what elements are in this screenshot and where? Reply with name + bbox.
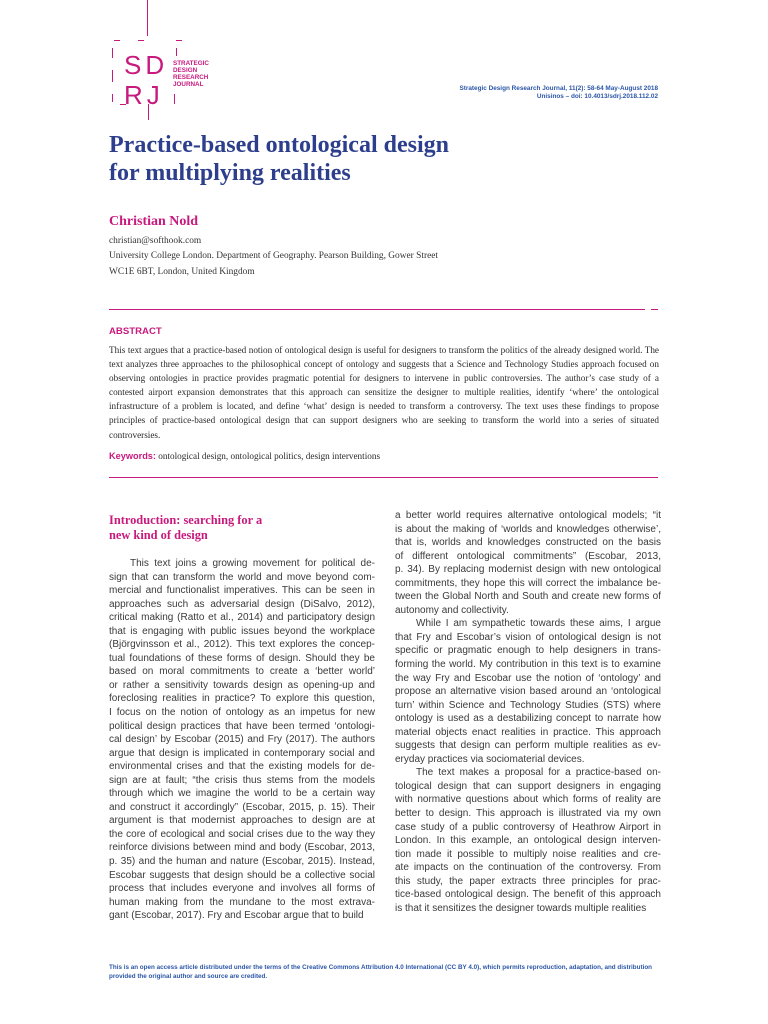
body-column-left bbox=[109, 557, 375, 923]
article-title bbox=[109, 131, 629, 187]
body-text-line: this study, the paper extracts three principles for prac- bbox=[395, 875, 661, 887]
body-text-line: p. 35) and the human and nature (Escobar, 2015). Instead, bbox=[109, 856, 375, 868]
divider bbox=[109, 309, 645, 310]
body-text-line: London. In this example, an ontological design interven- bbox=[395, 835, 661, 847]
body-text-line: material objects enact realities in practice. This approach bbox=[395, 726, 661, 738]
body-text-line: sign are at fault; “the crisis thus stems from the models bbox=[109, 774, 375, 786]
body-text-line: While I am sympathetic towards these aims, I argue bbox=[416, 618, 661, 630]
author-email[interactable]: christian@softhook.com bbox=[109, 236, 202, 246]
body-text-line: forming the world. My contribution in this text is to examine bbox=[395, 659, 661, 671]
abstract-heading: ABSTRACT bbox=[109, 326, 162, 337]
body-text-line: The text makes a proposal for a practice-based on- bbox=[416, 767, 661, 779]
body-text-line: and construct it accordingly” (Escobar, 2015, p. 15). Their bbox=[109, 801, 375, 813]
abstract-text: This text argues that a practice-based notion of ontological design is useful for designers to transform the politics of the already designed world. The text analyzes three approaches to the philosophical concept of ontology and suggests that a Science and Technology Studies approach focused on observing ontologies in practice provides pragmatic potential for designers to intervene in public controversies. The author’s case study of a contested airport expansion demonstrates that this approach can sensitize the designer to multiple realities, identify ‘where’ the ontological infrastructure of a problem is located, and define ‘what’ design is needed to transform a controversy. The text uses these findings to propose principles of practice-based ontological design that can support designers who are seeking to transform the world into a series of situated controversies. bbox=[109, 345, 659, 440]
body-text-line: ate impacts on the continuation of the controversy. From bbox=[395, 862, 661, 874]
footer-line: This is an open access article distributed under the terms of the Creative Commons Attribution 4.0 International (CC BY 4.0), which permits reproduction, adaptation, and distribution bbox=[109, 964, 653, 971]
section-heading-line: new kind of design bbox=[109, 528, 208, 542]
body-text-line: is about the making of ‘worlds and knowledges otherwise’, bbox=[395, 523, 661, 535]
body-text-line: autonomy and collectivity. bbox=[395, 604, 509, 616]
body-text-line: that is, worlds and knowledges constructed on the basis bbox=[395, 537, 661, 549]
body-text-line: political design practices that have been termed ‘ontologi- bbox=[109, 720, 375, 732]
body-text-line: ontology is used as a destabilizing concept to narrate how bbox=[395, 713, 661, 725]
body-text-line: eryday practices via sociomaterial devices. bbox=[395, 753, 585, 765]
body-text-line: tice-based ontological design. The benefit of this approach bbox=[395, 889, 661, 901]
title-line: for multiplying realities bbox=[109, 160, 351, 186]
body-text-line: sign that can transform the world and move beyond com- bbox=[109, 571, 375, 583]
section-heading-line: Introduction: searching for a bbox=[109, 513, 263, 527]
journal-citation-line: Strategic Design Research Journal, 11(2): 58-64 May-August 2018 bbox=[459, 85, 658, 92]
section-heading bbox=[109, 513, 359, 543]
body-text-line: tween the Global North and South and create new forms of bbox=[395, 591, 661, 603]
body-text-line: a better world requires alternative ontological models; “it bbox=[395, 510, 661, 521]
divider-dash bbox=[651, 309, 658, 310]
body-text-line: the core of ecological and social crises due to the way they bbox=[109, 828, 375, 840]
logo-letters-top: SD bbox=[124, 50, 169, 80]
doi-line: Unisinos – doi: 10.4013/sdrj.2018.112.02 bbox=[536, 93, 658, 101]
logo-text-line: JOURNAL bbox=[173, 81, 204, 88]
body-text-line: reinforce divisions between mind and body (Escobar, 2013, bbox=[109, 842, 375, 854]
body-text-line: tual foundations of these forms of design. Should they be bbox=[109, 652, 375, 664]
logo-mark bbox=[124, 50, 168, 110]
body-text-line: process that includes everyone and involves all forms of bbox=[109, 883, 375, 895]
body-text-line: of different ontological commitments” (Escobar, 2013, bbox=[395, 550, 661, 562]
body-text-line: argue that design is implicated in contemporary social and bbox=[109, 747, 375, 759]
body-text-line: is that it sensitizes the designer towards multiple realities bbox=[395, 902, 647, 914]
divider bbox=[109, 477, 658, 478]
body-text-line: environmental crises and that the existing models for de- bbox=[109, 761, 375, 773]
logo-text-line: STRATEGIC bbox=[173, 60, 209, 67]
logo-letters-bottom: RJ bbox=[124, 80, 164, 110]
body-text-line: that is engaging with public issues beyond the workplace bbox=[109, 625, 375, 637]
body-text-line: propose an alternative vision based around an ‘ontological bbox=[395, 686, 661, 698]
body-text-line: mercial and functionalist imperatives. This can be seen in bbox=[109, 585, 375, 597]
logo-wordmark bbox=[173, 60, 233, 88]
body-text-line: tion made it possible to multiply noise realities and cre- bbox=[395, 848, 661, 860]
title-line: Practice-based ontological design bbox=[109, 132, 449, 158]
body-text-line: the way Fry and Escobar use the notion of ‘ontology’ and bbox=[395, 672, 661, 684]
body-text-line: with normative questions about which forms of reality are bbox=[395, 794, 661, 806]
body-text-line: or rather a sensitivity towards design as opening-up and bbox=[109, 679, 375, 691]
body-text-line: I focus on the notion of ontology as an impetus for new bbox=[109, 707, 375, 719]
body-text-line: that Fry and Escobar’s vision of ontological design is not bbox=[395, 631, 661, 643]
affiliation-line: WC1E 6BT, London, United Kingdom bbox=[109, 266, 255, 277]
body-text-line: turn’ within Science and Technology Studies (STS) where bbox=[395, 699, 661, 711]
body-text-line: critical making (Ratto et al., 2014) and participatory design bbox=[109, 612, 375, 624]
body-text-line: This text joins a growing movement for political de- bbox=[130, 558, 375, 569]
license-footer bbox=[109, 964, 669, 982]
body-text-line: gant (Escobar, 2017). Fry and Escobar argue that to build bbox=[109, 910, 364, 922]
body-text-line: approaches such as adversarial design (DiSalvo, 2012), bbox=[109, 598, 375, 610]
author-name: Christian Nold bbox=[109, 214, 199, 229]
body-text-line: specific or pragmatic enough to help designers in trans- bbox=[395, 645, 661, 657]
keywords-text: ontological design, ontological politics, design interventions bbox=[158, 451, 381, 461]
affiliation-line: University College London. Department of Geography. Pearson Building, Gower Street bbox=[109, 251, 439, 262]
footer-line: provided the original author and source are credited. bbox=[109, 972, 268, 980]
body-column-right bbox=[395, 509, 661, 915]
body-text-line: case study of a public controversy of Heathrow Airport in bbox=[395, 821, 661, 833]
body-text-line: (Björgvinsson et al., 2012). This text explores the concep- bbox=[109, 639, 375, 651]
author-affiliation bbox=[109, 234, 629, 280]
logo-text-line: DESIGN bbox=[173, 67, 198, 74]
body-text-line: p. 34). By replacing modernist design with new ontological bbox=[395, 564, 661, 576]
body-text-line: based on moral commitments to create a ‘better world’ bbox=[109, 666, 375, 678]
keywords-label: Keywords bbox=[109, 451, 153, 461]
body-text-line: tological design that can support designers in engaging bbox=[395, 780, 661, 792]
body-text-line: suggests that design can perform multiple realities as ev- bbox=[395, 740, 661, 752]
body-text-line: human making from the mundane to the most extrava- bbox=[109, 896, 375, 908]
body-text-line: through which we imagine the world to be a certain way bbox=[109, 788, 375, 800]
body-text-line: better to design. This approach is illustrated via my own bbox=[395, 808, 661, 820]
keywords: Keywords: ontological design, ontological politics, design interventions bbox=[109, 451, 381, 461]
logo-text-line: RESEARCH bbox=[173, 74, 209, 81]
body-text-line: cal design’ by Escobar (2015) and Fry (2017). The authors bbox=[109, 734, 375, 746]
body-text-line: foreclosing realities in practice? To explore this question, bbox=[109, 693, 375, 705]
body-text-line: argument is that modernist approaches to design are at bbox=[109, 815, 375, 827]
body-text-line: Escobar suggests that design should be a collective social bbox=[109, 869, 375, 881]
journal-citation bbox=[358, 85, 658, 102]
body-text-line: commitments, they hope this will correct the imbalance be- bbox=[395, 577, 661, 589]
